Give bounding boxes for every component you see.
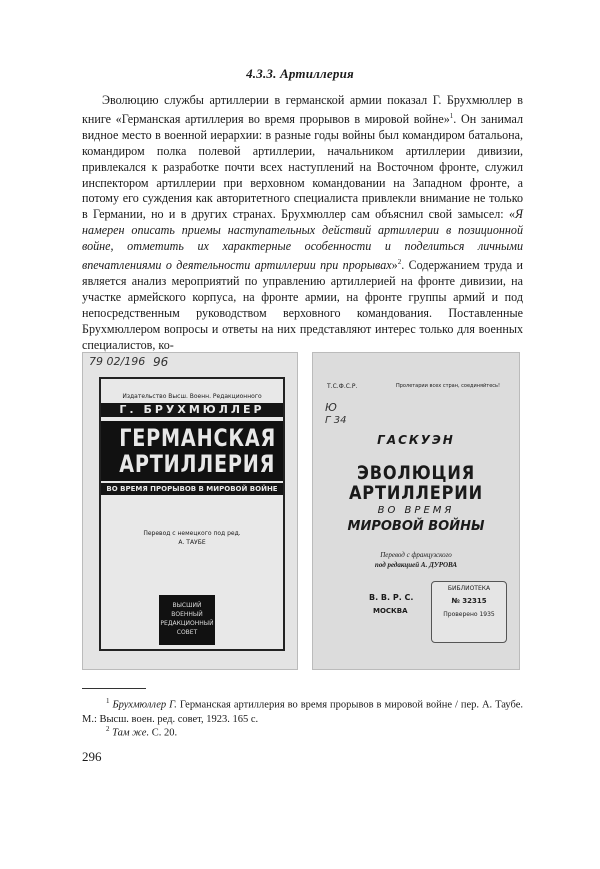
cover-publisher: В. В. Р. С.: [369, 593, 414, 602]
cover-author: ГАСКУЭН: [377, 433, 455, 447]
handwritten-number: 79 02/196: [89, 355, 146, 368]
footnote-rule: [82, 688, 146, 689]
cover-translation: Перевод с немецкого под ред. А. ТАУБЕ: [143, 530, 241, 546]
publisher-box: ВЫСШИЙ ВОЕННЫЙ РЕДАКЦИОННЫЙ СОВЕТ: [159, 595, 215, 645]
quote: Я намерен описать приемы наступательных действий артиллерии в позиционной войне, отметить их характерные особенности и поделиться личными впечатлениями о деятельности артиллерии при прорывах: [82, 207, 523, 273]
footnote-ref-2[interactable]: 2: [397, 258, 402, 267]
book-cover-gascouin: [312, 352, 520, 670]
handwritten-code-2: Г 34: [325, 415, 347, 426]
cover-author: Г. БРУХМЮЛЛЕР: [101, 403, 283, 417]
handwritten-corner: 96: [153, 355, 169, 369]
cover-frame: [99, 377, 285, 651]
cover-title-2: АРТИЛЛЕРИЯ: [119, 450, 276, 478]
handwritten-code-1: Ю: [325, 401, 337, 414]
cover-title-1: ЭВОЛЮЦИЯ: [356, 462, 475, 484]
body-paragraph: Эволюцию службы артиллерии в германской армии показал Г. Брухмюллер в книге «Германская артиллерия во время прорывов в мировой войне»$^1$. Он занимал видное место в военной иерархии: в разные годы войны был командиром батальона, командиром полка полевой артиллерии, начальником артиллерии дивизии, привлекался к разработке почти всех наступлений на Восточном фронте, служил инспектором артиллерии при верховном командовании на Западном фронте, а потому его суждения как авторитетного специалиста привлекли внимание не только в Германии, но и в других странах. Брухмюллер сам объяснил свой замысел: «Я намерен описать приемы наступательных действий артиллерии в позиционной войне, отметить их характерные особенности и поделиться личными впечатлениями о деятельности артиллерии при прорывах»$^2$. Содержанием труда и является анализ мероприятий по управлению артиллерией на фронте дивизии, на участке армейского корпуса, на фронте армии, на фронте группы армий и под непосредственным руководством верховного командования. Поставленные Брухмюллером вопросы и ответы на них представляют интерес только для военных специалистов, ко-: [82, 93, 524, 352]
book-cover-bruchmuller: [82, 352, 298, 670]
cover-title-2: АРТИЛЛЕРИИ: [348, 482, 484, 504]
cover-title-4: МИРОВОЙ ВОЙНЫ: [347, 519, 485, 534]
top-left-mark: Т.С.Ф.С.Р.: [327, 383, 358, 390]
cover-translation-1: Перевод с французского: [380, 551, 452, 559]
section-heading: 4.3.3. Артиллерия: [246, 66, 354, 81]
footnote-1: $^1$ Брухмюллер Г. Германская артиллерия во время прорывов в мировой войне / пер. А. Таубе. М.: Высш. воен. ред. совет, 1923. 165 с.: [82, 697, 524, 725]
cover-city: МОСКВА: [373, 607, 408, 615]
cover-title-3: ВО ВРЕМЯ: [377, 505, 455, 516]
footnote-2: $^2$ Там же. С. 20.: [106, 725, 178, 739]
top-right-mark: Пролетарии всех стран, соединяйтесь!: [396, 383, 500, 389]
library-stamp: БИБЛИОТЕКА № 32315 Проверено 1935: [431, 581, 507, 643]
publisher-line: Издательство Высш. Военн. Редакционного: [122, 393, 262, 400]
cover-subtitle: ВО ВРЕМЯ ПРОРЫВОВ В МИРОВОЙ ВОЙНЕ: [101, 483, 283, 495]
page-number: 296: [82, 749, 102, 764]
footnote-ref-1[interactable]: 1: [449, 111, 454, 120]
cover-translation-2: под редакцией А. ДУРОВА: [374, 561, 458, 569]
title-block: [101, 421, 283, 481]
cover-title-1: ГЕРМАНСКАЯ: [119, 424, 277, 452]
